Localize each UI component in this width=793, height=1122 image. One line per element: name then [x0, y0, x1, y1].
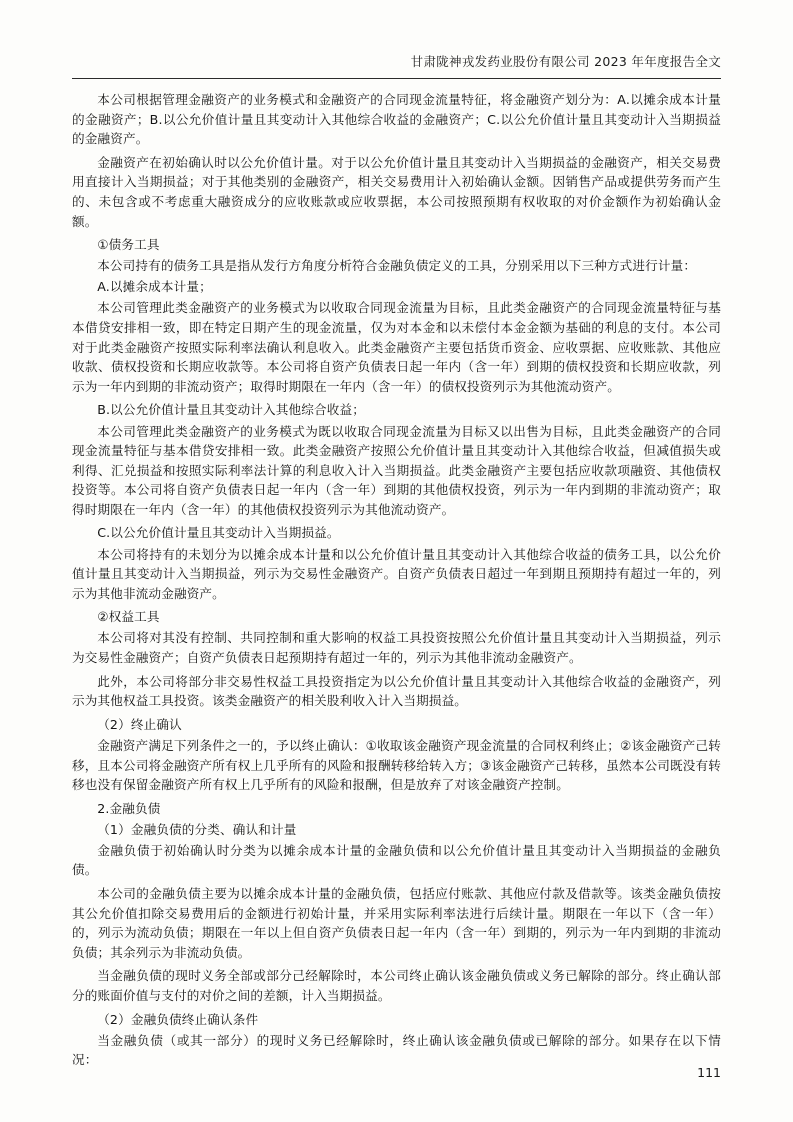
- paragraph: 本公司将持有的未划分为以摊余成本计量和以公允价值计量且其变动计入其他综合收益的债务工具，以公允价值计量且其变动计入当期损益，列示为交易性金融资产。自资产负债表日超过一年到期且预期持有超过一年的，列示为其他非流动金融资产。: [72, 546, 721, 601]
- paragraph-heading: （2）终止确认: [97, 716, 182, 732]
- paragraph: 本公司根据管理金融资产的业务模式和金融资产的合同现金流量特征，将金融资产划分为：A.以摊余成本计量的金融资产；B.以公允价值计量且其变动计入其他综合收益的金融资产；C.以公允价值计量且其变动计入当期损益的金融资产。: [72, 92, 721, 147]
- header-divider: [72, 78, 721, 79]
- page-header: 甘肃陇神戎发药业股份有限公司 2023 年年度报告全文: [410, 54, 721, 69]
- paragraph: 本公司持有的债务工具是指从发行方角度分析符合金融负债定义的工具，分别采用以下三种方式进行计量：: [97, 258, 697, 274]
- paragraph-heading: ②权益工具: [97, 609, 160, 625]
- paragraph: 本公司管理此类金融资产的业务模式为以收取合同现金流量为目标，且此类金融资产的合同现金流量特征与基本借贷安排相一致，即在特定日期产生的现金流量，仅为对本金和以未偿付本金金额为基础的利息的支付。本公司对于此类金融资产按照实际利率法确认利息收入。此类金融资产主要包括货币资金、应收票据、应收账款、其他应收款、债权投资和长期应收款等。本公司将自资产负债表日起一年内（含一年）到期的债权投资和长期应收款，列示为一年内到期的非流动资产；取得时期限在一年内（含一年）的债权投资列示为其他流动资产。: [72, 300, 721, 394]
- paragraph: 本公司管理此类金融资产的业务模式为既以收取合同现金流量为目标又以出售为目标，且此类金融资产的合同现金流量特征与基本借贷安排相一致。此类金融资产按照公允价值计量且其变动计入其他综合收益，但减值损失或利得、汇兑损益和按照实际利率法计算的利息收入计入当期损益。此类金融资产主要包括应收款项融资、其他债权投资等。本公司将自资产负债表日起一年内（含一年）到期的其他债权投资，列示为一年内到期的非流动资产；取得时期限在一年内（含一年）的其他债权投资列示为其他流动资产。: [72, 423, 721, 517]
- paragraph: 金融资产满足下列条件之一的，予以终止确认：①收取该金融资产现金流量的合同权利终止；②该金融资产己转移，且本公司将金融资产所有权上几乎所有的风险和报酬转移给转入方；③该金融资产己转移，虽然本公司既没有转移也没有保留金融资产所有权上几乎所有的风险和报酬，但是放弃了对该金融资产控制。: [72, 737, 721, 793]
- paragraph-heading: A.以摊余成本计量；: [97, 279, 212, 295]
- paragraph: 此外，本公司将部分非交易性权益工具投资指定为以公允价值计量且其变动计入其他综合收益的金融资产，列示为其他权益工具投资。该类金融资产的相关股利收入计入当期损益。: [72, 673, 721, 709]
- paragraph-heading: C.以公允价值计量且其变动计入当期损益。: [97, 525, 340, 541]
- paragraph-heading: 2.金融负债: [97, 800, 161, 816]
- paragraph-heading: （2）金融负债终止确认条件: [97, 1011, 259, 1027]
- paragraph: 本公司的金融负债主要为以摊余成本计量的金融负债，包括应付账款、其他应付款及借款等。该类金融负债按其公允价值扣除交易费用后的金额进行初始计量，并采用实际利率法进行后续计量。期限在一年以下（含一年）的，列示为流动负债；期限在一年以上但自资产负债表日起一年内（含一年）到期的，列示为一年内到期的非流动负债；其余列示为非流动负债。: [72, 886, 721, 960]
- paragraph: 当金融负债（或其一部分）的现时义务已经解除时，终止确认该金融负债或已解除的部分。如果存在以下情况：: [72, 1032, 721, 1068]
- paragraph: 本公司将对其没有控制、共同控制和重大影响的权益工具投资按照公允价值计量且其变动计入当期损益，列示为交易性金融资产；自资产负债表日起预期持有超过一年的，列示为其他非流动金融资产。: [72, 630, 721, 666]
- paragraph: 金融负债于初始确认时分类为以摊余成本计量的金融负债和以公允价值计量且其变动计入当期损益的金融负债。: [72, 842, 721, 878]
- paragraph-heading: ①债务工具: [97, 237, 160, 253]
- page-number: 111: [697, 1065, 721, 1080]
- paragraph-heading: （1）金融负债的分类、确认和计量: [97, 821, 297, 837]
- document-body: [72, 90, 721, 1068]
- paragraph: 当金融负债的现时义务全部或部分己经解除时，本公司终止确认该金融负债或义务已解除的部分。终止确认部分的账面价值与支付的对价之间的差额，计入当期损益。: [72, 968, 721, 1004]
- paragraph: 金融资产在初始确认时以公允价值计量。对于以公允价值计量且其变动计入当期损益的金融资产，相关交易费用直接计入当期损益；对于其他类别的金融资产，相关交易费用计入初始确认金额。因销售产品或提供劳务而产生的、未包含或不考虑重大融资成分的应收账款或应收票据，本公司按照预期有权收取的对价金额作为初始确认金额。: [72, 154, 721, 229]
- paragraph-heading: B.以公允价值计量且其变动计入其他综合收益；: [97, 402, 366, 418]
